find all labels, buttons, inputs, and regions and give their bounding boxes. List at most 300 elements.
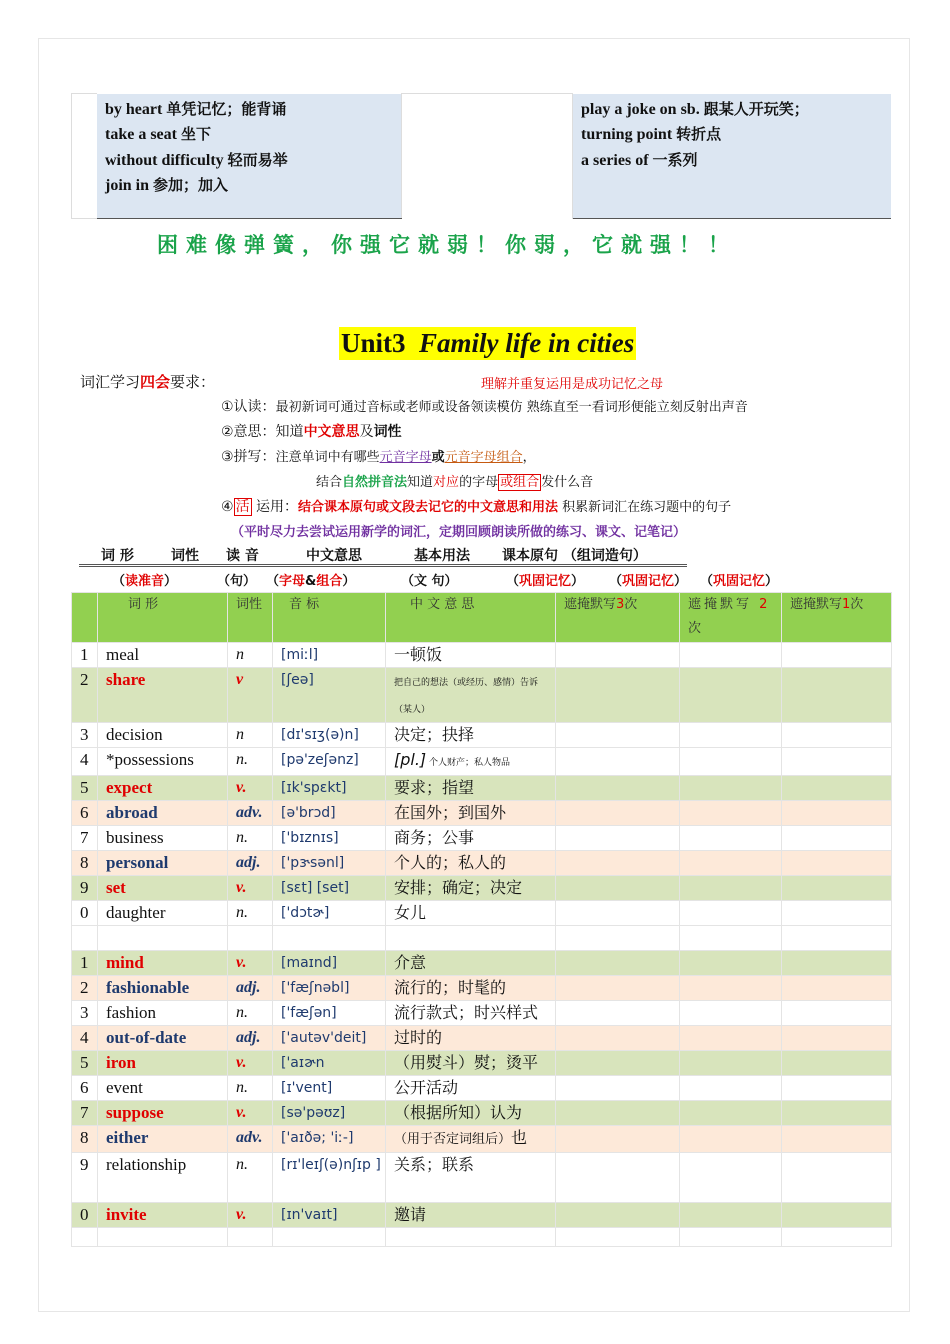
blank-cell	[228, 926, 273, 951]
req-text: ，	[522, 450, 536, 465]
row-meaning: 流行的；时髦的	[386, 976, 556, 1001]
row-meaning: 要求；指望	[386, 776, 556, 801]
requirements-note: （平时尽力去尝试运用新学的词汇，定期回顾朗读所做的练习、课文、记笔记）	[231, 525, 687, 540]
dictation-cell[interactable]	[556, 748, 680, 776]
column-sub	[112, 570, 177, 589]
dictation-cell[interactable]	[680, 851, 782, 876]
dictation-cell[interactable]	[782, 1126, 892, 1153]
phrase-zh: 参加；加入	[153, 176, 229, 194]
dictation-cell[interactable]	[556, 723, 680, 748]
phrase-en: by heart	[105, 100, 163, 118]
row-meaning: 一顿饭	[386, 643, 556, 668]
row-pos: adj.	[228, 976, 273, 1001]
row-pos: n.	[228, 1001, 273, 1026]
row-pos: n.	[228, 826, 273, 851]
dictation-cell[interactable]	[782, 1203, 892, 1228]
row-word: daughter	[98, 901, 228, 926]
sub-key: 巩固记忆	[519, 574, 572, 589]
table-row-blank	[72, 926, 892, 951]
phrase-cell-right	[573, 94, 892, 219]
req-label: ④	[221, 499, 234, 515]
header-text: 次	[850, 597, 864, 612]
row-pos: v.	[228, 1203, 273, 1228]
dictation-cell[interactable]	[782, 1153, 892, 1203]
dictation-cell[interactable]	[782, 1001, 892, 1026]
column-head: 课本原句 （组词造句）	[502, 548, 647, 564]
row-meaning: 决定；抉择	[386, 723, 556, 748]
row-num: 2	[72, 668, 98, 723]
table-row	[72, 876, 892, 901]
header-pos: 词性	[228, 593, 273, 643]
dictation-cell[interactable]	[680, 826, 782, 851]
header-text: 遮掩默写	[790, 597, 843, 612]
dictation-cell[interactable]	[680, 1126, 782, 1153]
row-phonetic: [rɪ'leɪʃ(ə)nʃɪp ]	[273, 1153, 386, 1203]
row-phonetic: ['fæʃnəbl]	[273, 976, 386, 1001]
table-row	[72, 1001, 892, 1026]
blank-cell	[72, 926, 98, 951]
req-text: 注意单词中有哪些	[275, 450, 380, 465]
dictation-cell[interactable]	[782, 901, 892, 926]
header-text: 遮掩默写	[564, 597, 617, 612]
sub-key: 巩固记忆	[622, 574, 675, 589]
sub-key: 组合	[316, 574, 343, 589]
blank-cell	[680, 1228, 782, 1247]
row-pos: v	[228, 668, 273, 723]
blank-cell	[273, 926, 386, 951]
row-num: 7	[72, 1101, 98, 1126]
table-row	[72, 1076, 892, 1101]
row-num: 1	[72, 951, 98, 976]
row-num: 4	[72, 748, 98, 776]
table-row	[72, 776, 892, 801]
req-label: ②意思：知道	[221, 424, 304, 440]
row-word: out-of-date	[98, 1026, 228, 1051]
req-key: 或组合	[500, 475, 540, 490]
req-text: 及	[359, 424, 374, 440]
row-word: relationship	[98, 1153, 228, 1203]
dictation-cell[interactable]	[782, 1076, 892, 1101]
row-phonetic: [dɪ'sɪʒ(ə)n]	[273, 723, 386, 748]
phrase-zh: 一系列	[652, 150, 698, 169]
dictation-cell[interactable]	[556, 801, 680, 826]
column-head: 中文意思	[306, 548, 362, 564]
phrase-en: without difficulty	[105, 151, 224, 169]
dictation-cell[interactable]	[782, 723, 892, 748]
dictation-cell[interactable]	[556, 976, 680, 1001]
column-head: 词性	[171, 548, 199, 564]
dictation-cell[interactable]	[680, 901, 782, 926]
dictation-cell[interactable]	[680, 951, 782, 976]
header-text: 遮掩默写	[688, 597, 753, 612]
req-label: 运用：	[251, 499, 299, 515]
column-head: 基本用法	[414, 548, 470, 564]
phrase-zh: 单凭记忆；能背诵	[166, 99, 287, 118]
column-head: 读 音	[226, 548, 259, 564]
dictation-cell[interactable]	[680, 668, 782, 723]
row-pos: n.	[228, 1153, 273, 1203]
row-num: 5	[72, 1051, 98, 1076]
requirements-title	[80, 371, 215, 392]
dictation-cell[interactable]	[680, 748, 782, 776]
req-key: 对应	[433, 475, 460, 490]
row-num: 7	[72, 826, 98, 851]
sub-key: 字母	[279, 574, 306, 589]
blank-cell	[228, 1228, 273, 1247]
column-heads	[79, 544, 687, 567]
row-phonetic: [sɛt] [set]	[273, 876, 386, 901]
column-sub	[266, 570, 355, 589]
dictation-cell[interactable]	[556, 951, 680, 976]
vocabulary-table	[71, 592, 892, 1247]
row-word: invite	[98, 1203, 228, 1228]
dictation-cell[interactable]	[556, 851, 680, 876]
row-pos: adj.	[228, 851, 273, 876]
dictation-cell[interactable]	[556, 776, 680, 801]
row-meaning-text: 个人财产；私人物品	[426, 758, 511, 768]
sub-key: 读准音	[125, 574, 165, 589]
requirement-spell	[221, 446, 536, 466]
dictation-cell[interactable]	[556, 1153, 680, 1203]
row-pos: adj.	[228, 1026, 273, 1051]
column-head: 词 形	[101, 548, 134, 564]
dictation-cell[interactable]	[782, 668, 892, 723]
phrase-zh: 轻而易举	[227, 150, 288, 169]
blank-cell	[98, 926, 228, 951]
row-pos: n	[228, 643, 273, 668]
dictation-cell[interactable]	[556, 1203, 680, 1228]
unit-title	[339, 327, 636, 360]
table-row	[72, 668, 892, 723]
table-row	[72, 976, 892, 1001]
dictation-cell[interactable]	[680, 1001, 782, 1026]
table-row	[72, 723, 892, 748]
row-word: decision	[98, 723, 228, 748]
dictation-cell[interactable]	[680, 876, 782, 901]
column-sub: （文 句）	[401, 574, 458, 589]
row-meaning: 关系；联系	[386, 1153, 556, 1203]
dictation-cell[interactable]	[680, 976, 782, 1001]
phrase-zh: 跟某人开玩笑；	[703, 99, 809, 118]
table-row	[72, 826, 892, 851]
row-pos: v.	[228, 876, 273, 901]
dictation-cell[interactable]	[680, 1076, 782, 1101]
phrase-en: play a joke on sb.	[581, 100, 700, 118]
table-row	[72, 1101, 892, 1126]
req-key: 中文意思	[303, 424, 360, 440]
dictation-cell[interactable]	[556, 668, 680, 723]
dictation-cell[interactable]	[782, 1051, 892, 1076]
dictation-cell[interactable]	[782, 951, 892, 976]
row-phonetic: ['autəv'deit]	[273, 1026, 386, 1051]
row-num: 8	[72, 851, 98, 876]
table-row	[72, 1203, 892, 1228]
header-text: 次	[624, 597, 638, 612]
row-pos: adv.	[228, 801, 273, 826]
dictation-cell[interactable]	[680, 1026, 782, 1051]
row-meaning: 在国外；到国外	[386, 801, 556, 826]
phrase-table-margin	[72, 94, 98, 219]
row-num: 8	[72, 1126, 98, 1153]
phrase-item	[581, 97, 883, 123]
table-row	[72, 1153, 892, 1203]
column-sub	[700, 570, 778, 589]
column-sub: （句）	[217, 574, 257, 589]
dictation-cell[interactable]	[782, 1101, 892, 1126]
header-num	[72, 593, 98, 643]
sub-text: （	[700, 574, 714, 589]
dictation-cell[interactable]	[556, 1126, 680, 1153]
requirement-meaning	[221, 421, 402, 441]
dictation-cell[interactable]	[680, 776, 782, 801]
table-row	[72, 901, 892, 926]
column-sub	[609, 570, 687, 589]
req-key: 活	[235, 499, 250, 515]
sub-text: &	[305, 574, 317, 589]
dictation-cell[interactable]	[782, 643, 892, 668]
header-num-text: 3	[616, 597, 625, 612]
row-meaning: 商务；公事	[386, 826, 556, 851]
dictation-cell[interactable]	[782, 1026, 892, 1051]
row-pos: adv.	[228, 1126, 273, 1153]
req-text: 最初新词可通过音标或老师或设备领读模仿 熟练直至一看词形便能立刻反射出声音	[275, 400, 748, 415]
row-phonetic: ['fæʃən]	[273, 1001, 386, 1026]
row-meaning	[386, 668, 556, 723]
table-row	[72, 1051, 892, 1076]
row-meaning: 个人的；私人的	[386, 851, 556, 876]
sub-text: ）	[674, 574, 688, 589]
row-num: 5	[72, 776, 98, 801]
row-word: abroad	[98, 801, 228, 826]
dictation-cell[interactable]	[782, 976, 892, 1001]
row-num: 1	[72, 643, 98, 668]
phrase-cell-blank	[402, 94, 573, 219]
blank-cell	[386, 926, 556, 951]
phrase-item	[105, 173, 393, 199]
row-word: fashion	[98, 1001, 228, 1026]
blank-cell	[556, 1228, 680, 1247]
row-phonetic: [pə'zeʃənz]	[273, 748, 386, 776]
req-key: 结合课本原句或文段去记它的中文意思和用法	[298, 500, 559, 515]
dictation-cell[interactable]	[782, 876, 892, 901]
row-word: share	[98, 668, 228, 723]
row-word: suppose	[98, 1101, 228, 1126]
phrase-table	[71, 93, 891, 219]
row-meaning	[386, 1126, 556, 1153]
phrase-zh: 坐下	[180, 125, 211, 143]
dictation-cell[interactable]	[556, 901, 680, 926]
row-pos: n.	[228, 748, 273, 776]
row-word: event	[98, 1076, 228, 1101]
table-row-blank	[72, 1228, 892, 1247]
req-label: ③拼写：	[221, 449, 276, 465]
row-num: 0	[72, 901, 98, 926]
blank-cell	[98, 1228, 228, 1247]
blank-cell	[386, 1228, 556, 1247]
req-key: 词性	[373, 424, 402, 440]
row-pos: n.	[228, 1076, 273, 1101]
row-pos: v.	[228, 776, 273, 801]
req-title-key: 四会	[140, 373, 171, 391]
header-dictation-2	[680, 593, 782, 643]
table-row	[72, 1126, 892, 1153]
unit-label: Unit3	[341, 328, 406, 358]
row-meaning	[386, 748, 556, 776]
phrase-item	[105, 122, 393, 148]
blank-cell	[556, 926, 680, 951]
row-meaning-note: （用于否定词组后）	[394, 1132, 512, 1147]
dictation-cell[interactable]	[782, 826, 892, 851]
header-dictation-3	[556, 593, 680, 643]
row-meaning-text: 也	[511, 1128, 528, 1147]
header-meaning: 中 文 意 思	[386, 593, 556, 643]
table-row	[72, 801, 892, 826]
row-phonetic: [sə'pəʊz]	[273, 1101, 386, 1126]
blank-cell	[72, 1228, 98, 1247]
dictation-cell[interactable]	[680, 723, 782, 748]
row-phonetic: [maɪnd]	[273, 951, 386, 976]
req-label: ①认读：	[221, 399, 276, 415]
row-num: 3	[72, 1001, 98, 1026]
dictation-cell[interactable]	[556, 643, 680, 668]
row-phonetic: ['bɪznɪs]	[273, 826, 386, 851]
row-meaning: 流行款式；时兴样式	[386, 1001, 556, 1026]
sub-text: ）	[765, 574, 779, 589]
row-meaning: 公开活动	[386, 1076, 556, 1101]
row-word: *possessions	[98, 748, 228, 776]
phrase-zh: 转折点	[676, 125, 722, 143]
row-pos: n.	[228, 901, 273, 926]
phrase-item	[105, 148, 393, 174]
header-text: 次	[688, 621, 705, 636]
table-row	[72, 1026, 892, 1051]
dictation-cell[interactable]	[680, 1051, 782, 1076]
row-meaning-text: 把自己的想法（或经历、感情）告诉（某人）	[394, 678, 539, 715]
row-word: personal	[98, 851, 228, 876]
dictation-cell[interactable]	[556, 826, 680, 851]
table-header-row	[72, 593, 892, 643]
req-text: 发什么音	[541, 475, 594, 490]
row-phonetic: [ɪn'vaɪt]	[273, 1203, 386, 1228]
row-phonetic: ['aɪðə; 'iː-]	[273, 1126, 386, 1153]
row-num: 4	[72, 1026, 98, 1051]
sub-text: ）	[342, 574, 356, 589]
sub-text: （	[266, 574, 280, 589]
req-text: 的字母	[459, 475, 499, 490]
dictation-cell[interactable]	[556, 1001, 680, 1026]
header-num-text: 1	[842, 597, 851, 612]
row-num: 9	[72, 876, 98, 901]
dictation-cell[interactable]	[680, 801, 782, 826]
column-sub	[506, 570, 584, 589]
row-word: set	[98, 876, 228, 901]
sub-text: （	[609, 574, 623, 589]
req-text: 结合	[316, 475, 343, 490]
sub-text: ）	[164, 574, 178, 589]
table-row	[72, 851, 892, 876]
dictation-cell[interactable]	[782, 801, 892, 826]
requirement-read	[221, 396, 748, 416]
unit-name: Family life in cities	[419, 328, 635, 358]
blank-cell	[273, 1228, 386, 1247]
dictation-cell[interactable]	[782, 851, 892, 876]
table-row	[72, 643, 892, 668]
row-word: meal	[98, 643, 228, 668]
requirements-hint: 理解并重复运用是成功记忆之母	[481, 377, 664, 392]
motto: 困难像弹簧，你强它就弱！你弱，它就强！！	[157, 233, 737, 257]
row-meaning: （用熨斗）熨；烫平	[386, 1051, 556, 1076]
dictation-cell[interactable]	[556, 876, 680, 901]
row-phonetic: [ɪ'vent]	[273, 1076, 386, 1101]
row-word: fashionable	[98, 976, 228, 1001]
requirement-use	[221, 496, 731, 516]
req-key: 自然拼音法	[342, 475, 408, 490]
row-pos: v.	[228, 1101, 273, 1126]
row-word: iron	[98, 1051, 228, 1076]
row-phonetic: [miːl]	[273, 643, 386, 668]
row-word: mind	[98, 951, 228, 976]
row-phonetic: ['aɪɚn	[273, 1051, 386, 1076]
req-text: 或	[431, 450, 445, 465]
header-num-text: 2	[759, 597, 771, 612]
row-phonetic: ['pɝsənl]	[273, 851, 386, 876]
row-word: either	[98, 1126, 228, 1153]
dictation-cell[interactable]	[680, 1153, 782, 1203]
phrase-item	[581, 122, 883, 148]
dictation-cell[interactable]	[680, 1203, 782, 1228]
dictation-cell[interactable]	[556, 1076, 680, 1101]
phrase-en: join in	[105, 177, 150, 194]
row-meaning: 安排；确定；决定	[386, 876, 556, 901]
dictation-cell[interactable]	[680, 643, 782, 668]
row-phonetic: [ɪk'spɛkt]	[273, 776, 386, 801]
dictation-cell[interactable]	[782, 776, 892, 801]
row-meaning: （根据所知）认为	[386, 1101, 556, 1126]
row-pos: v.	[228, 1051, 273, 1076]
row-num: 6	[72, 801, 98, 826]
dictation-cell[interactable]	[556, 1101, 680, 1126]
req-title-post: 要求：	[170, 373, 216, 391]
phrase-en: a series of	[581, 151, 649, 169]
row-meaning: 过时的	[386, 1026, 556, 1051]
phrase-cell-left	[97, 94, 402, 219]
row-meaning: 女儿	[386, 901, 556, 926]
dictation-cell[interactable]	[782, 748, 892, 776]
sub-text: （	[506, 574, 520, 589]
row-phonetic: [ʃeə]	[273, 668, 386, 723]
dictation-cell[interactable]	[556, 1051, 680, 1076]
header-phonetic: 音 标	[273, 593, 386, 643]
header-dictation-1	[782, 593, 892, 643]
dictation-cell[interactable]	[556, 1026, 680, 1051]
sub-key: 巩固记忆	[713, 574, 766, 589]
phrase-en: take a seat	[105, 126, 177, 143]
row-phonetic: ['dɔtɚ]	[273, 901, 386, 926]
requirement-spell-detail	[316, 471, 593, 490]
row-word: expect	[98, 776, 228, 801]
req-text: 知道	[407, 475, 434, 490]
row-phonetic: [ə'brɔd]	[273, 801, 386, 826]
row-meaning-tag: [pl.]	[394, 750, 427, 769]
row-meaning: 邀请	[386, 1203, 556, 1228]
table-row	[72, 748, 892, 776]
req-text: 积累新词汇在练习题中的句子	[558, 500, 732, 515]
phrase-en: turning point	[581, 126, 673, 143]
row-num: 0	[72, 1203, 98, 1228]
header-word: 词 形	[98, 593, 228, 643]
dictation-cell[interactable]	[680, 1101, 782, 1126]
req-key: 元音字母组合	[444, 450, 523, 465]
